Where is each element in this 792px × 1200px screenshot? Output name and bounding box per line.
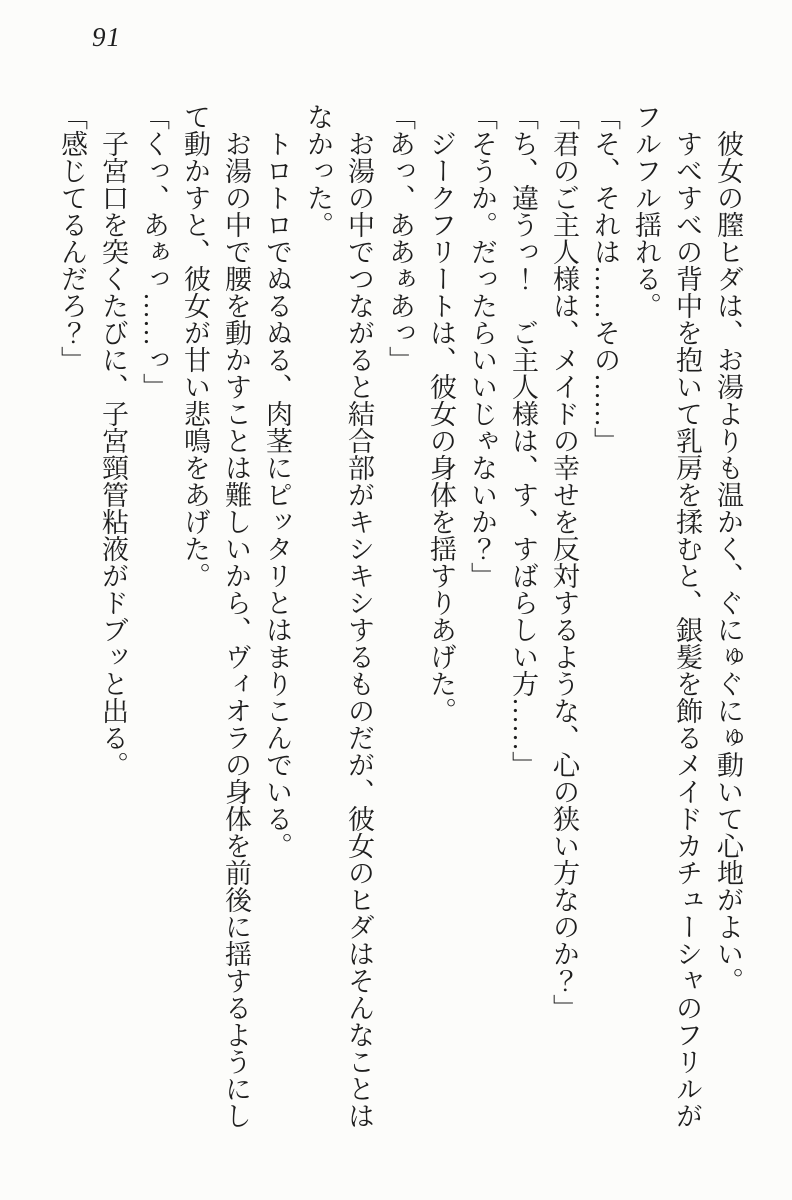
text-line-15: 「くっ、あぁっ……っ」 bbox=[139, 103, 169, 400]
text-line-6: 「ち、違うっ！ ご主人様は、す、すばらしい方……」 bbox=[508, 103, 538, 778]
text-line-8: ジークフリートは、彼女の身体を揺すりあげた。 bbox=[426, 103, 456, 724]
text-line-11: なかった。 bbox=[303, 103, 333, 238]
text-line-7: 「そうか。だったらいいじゃないか？」 bbox=[467, 103, 497, 589]
page-number: 91 bbox=[92, 22, 121, 52]
text-line-2: すべすべの背中を抱いて乳房を揉むと、銀髪を飾るメイドカチューシャのフリルが bbox=[672, 103, 702, 1129]
text-line-17: 「感じてるんだろ？」 bbox=[57, 103, 87, 373]
text-line-16: 子宮口を突くたびに、子宮頸管粘液がドブッと出る。 bbox=[98, 103, 128, 778]
body-text bbox=[51, 103, 748, 1133]
text-line-3: フルフル揺れる。 bbox=[631, 103, 661, 319]
text-line-5: 「君のご主人様は、メイドの幸せを反対するような、心の狭い方なのか？」 bbox=[549, 103, 579, 1021]
text-line-10: お湯の中でつながると結合部がキシキシするものだが、彼女のヒダはそんなことは bbox=[344, 103, 374, 1129]
text-line-12: トロトロでぬるぬる、肉茎にピッタリとはまりこんでいる。 bbox=[262, 103, 292, 859]
text-line-1: 彼女の膣ヒダは、お湯よりも温かく、ぐにゅぐにゅ動いて心地がよい。 bbox=[713, 103, 743, 994]
text-line-9: 「あっ、ああぁあっ」 bbox=[385, 103, 415, 373]
text-line-13: お湯の中で腰を動かすことは難しいから、ヴィオラの身体を前後に揺するようにし bbox=[221, 103, 251, 1129]
text-line-14: て動かすと、彼女が甘い悲鳴をあげた。 bbox=[180, 103, 210, 589]
text-line-4: 「そ、それは……その……」 bbox=[590, 103, 620, 454]
